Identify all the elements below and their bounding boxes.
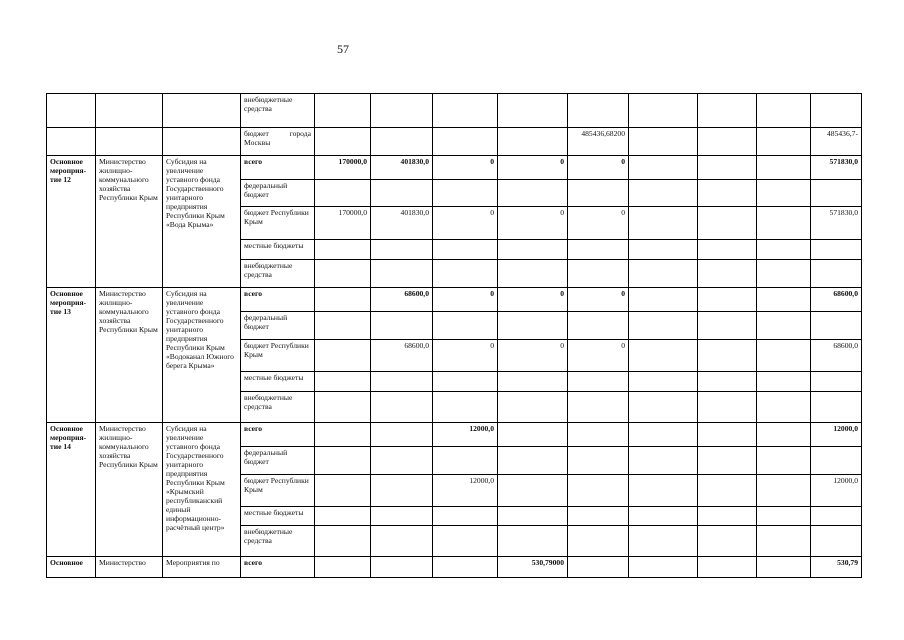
budget-table-body bbox=[47, 94, 862, 578]
value-cell bbox=[371, 240, 433, 260]
value-cell: 12000,0 bbox=[811, 423, 862, 447]
value-cell bbox=[568, 526, 629, 557]
page-number: 57 bbox=[337, 42, 349, 56]
value-cell bbox=[757, 312, 811, 340]
value-cell bbox=[629, 94, 698, 128]
value-cell bbox=[629, 240, 698, 260]
value-cell bbox=[757, 526, 811, 557]
event-executor: Министерство bbox=[96, 557, 163, 578]
value-cell bbox=[629, 447, 698, 475]
value-cell: 530,79 bbox=[811, 557, 862, 578]
value-cell bbox=[811, 240, 862, 260]
value-cell bbox=[811, 312, 862, 340]
value-cell bbox=[568, 392, 629, 423]
value-cell bbox=[433, 240, 498, 260]
value-cell bbox=[315, 288, 371, 312]
value-cell bbox=[629, 526, 698, 557]
value-cell bbox=[433, 392, 498, 423]
event-label: Основное мероприя-тие 13 bbox=[47, 288, 96, 423]
value-cell bbox=[433, 94, 498, 128]
value-cell bbox=[757, 260, 811, 288]
value-cell bbox=[315, 507, 371, 526]
source-cell: местные бюджеты bbox=[241, 507, 315, 526]
source-cell: федеральный бюджет bbox=[241, 447, 315, 475]
value-cell: 0 bbox=[498, 156, 568, 180]
source-cell: федеральный бюджет bbox=[241, 312, 315, 340]
source-cell: внебюджетные средства bbox=[241, 392, 315, 423]
value-cell bbox=[498, 526, 568, 557]
value-cell bbox=[315, 447, 371, 475]
value-cell bbox=[433, 180, 498, 207]
executor-cell bbox=[96, 128, 163, 156]
value-cell bbox=[371, 423, 433, 447]
value-cell bbox=[498, 372, 568, 392]
event-executor: Министерство жилищно-коммунального хозяйства Республики Крым bbox=[96, 156, 163, 288]
value-cell bbox=[568, 507, 629, 526]
value-cell bbox=[371, 94, 433, 128]
value-cell bbox=[629, 392, 698, 423]
value-cell: 0 bbox=[498, 340, 568, 372]
value-cell: 571830,0 bbox=[811, 156, 862, 180]
value-cell bbox=[757, 447, 811, 475]
value-cell bbox=[568, 475, 629, 507]
value-cell bbox=[433, 526, 498, 557]
value-cell: 401830,0 bbox=[371, 156, 433, 180]
event-label: Основное мероприя-тие 14 bbox=[47, 423, 96, 557]
value-cell: 0 bbox=[568, 340, 629, 372]
source-line bbox=[244, 129, 311, 138]
value-cell: 12000,0 bbox=[433, 475, 498, 507]
value-cell: 0 bbox=[433, 288, 498, 312]
value-cell bbox=[498, 447, 568, 475]
value-cell bbox=[433, 447, 498, 475]
value-cell bbox=[629, 260, 698, 288]
value-cell bbox=[315, 260, 371, 288]
value-cell bbox=[568, 447, 629, 475]
value-cell bbox=[629, 180, 698, 207]
value-cell bbox=[698, 447, 757, 475]
value-cell bbox=[315, 372, 371, 392]
value-cell bbox=[757, 128, 811, 156]
value-cell bbox=[698, 526, 757, 557]
value-cell: 170000,0 bbox=[315, 207, 371, 240]
value-cell bbox=[757, 392, 811, 423]
value-cell: 0 bbox=[433, 156, 498, 180]
value-cell: 12000,0 bbox=[811, 475, 862, 507]
value-cell bbox=[371, 557, 433, 578]
value-cell bbox=[371, 372, 433, 392]
value-cell bbox=[433, 372, 498, 392]
table-row bbox=[47, 128, 862, 156]
value-cell bbox=[315, 312, 371, 340]
value-cell: 68600,0 bbox=[371, 340, 433, 372]
value-cell bbox=[315, 475, 371, 507]
value-cell bbox=[698, 288, 757, 312]
value-cell bbox=[698, 392, 757, 423]
name-cell bbox=[163, 128, 241, 156]
source-line: Москвы bbox=[244, 138, 271, 147]
value-cell bbox=[757, 288, 811, 312]
value-cell bbox=[698, 156, 757, 180]
value-cell bbox=[629, 507, 698, 526]
source-cell: федеральный бюджет bbox=[241, 180, 315, 207]
value-cell bbox=[498, 423, 568, 447]
source-cell: местные бюджеты bbox=[241, 240, 315, 260]
value-cell: 170000,0 bbox=[315, 156, 371, 180]
value-cell bbox=[498, 94, 568, 128]
value-cell bbox=[498, 392, 568, 423]
event-label: Основное bbox=[47, 557, 96, 578]
value-cell bbox=[698, 507, 757, 526]
table-row bbox=[47, 94, 862, 128]
source-cell: бюджет Республики Крым bbox=[241, 475, 315, 507]
value-cell bbox=[371, 260, 433, 288]
value-cell: 0 bbox=[568, 207, 629, 240]
value-cell bbox=[811, 526, 862, 557]
source-cell bbox=[241, 128, 315, 156]
value-cell bbox=[629, 288, 698, 312]
value-cell bbox=[498, 128, 568, 156]
table-row bbox=[47, 557, 862, 578]
source-cell: всего bbox=[241, 288, 315, 312]
value-cell bbox=[371, 180, 433, 207]
event-name: Мероприятия по bbox=[163, 557, 241, 578]
value-cell bbox=[757, 423, 811, 447]
event-executor: Министерство жилищно-коммунального хозяйства Республики Крым bbox=[96, 423, 163, 557]
table-row bbox=[47, 156, 862, 180]
value-cell bbox=[315, 128, 371, 156]
value-cell bbox=[498, 240, 568, 260]
value-cell: 0 bbox=[498, 288, 568, 312]
value-cell bbox=[698, 312, 757, 340]
value-cell bbox=[433, 557, 498, 578]
value-cell bbox=[498, 312, 568, 340]
value-cell bbox=[698, 372, 757, 392]
source-cell: всего bbox=[241, 156, 315, 180]
value-cell bbox=[315, 423, 371, 447]
value-cell bbox=[568, 372, 629, 392]
source-cell: внебюджетные средства bbox=[241, 526, 315, 557]
event-name: Субсидия на увеличение уставного фонда Государственного унитарного предприятия Республики Крым «Водоканал Южного берега Крыма» bbox=[163, 288, 241, 423]
value-cell bbox=[568, 180, 629, 207]
event-name: Субсидия на увеличение уставного фонда Государственного унитарного предприятия Республики Крым «Вода Крыма» bbox=[163, 156, 241, 288]
value-cell: 0 bbox=[433, 340, 498, 372]
value-cell bbox=[698, 180, 757, 207]
value-cell bbox=[629, 557, 698, 578]
value-cell bbox=[757, 475, 811, 507]
value-cell bbox=[698, 423, 757, 447]
value-cell bbox=[371, 392, 433, 423]
event-executor: Министерство жилищно-коммунального хозяйства Республики Крым bbox=[96, 288, 163, 423]
value-cell bbox=[568, 94, 629, 128]
value-cell bbox=[629, 423, 698, 447]
source-cell: всего bbox=[241, 423, 315, 447]
value-cell bbox=[757, 507, 811, 526]
value-cell bbox=[629, 340, 698, 372]
value-cell bbox=[315, 340, 371, 372]
budget-table bbox=[46, 93, 862, 578]
value-cell bbox=[371, 447, 433, 475]
value-cell bbox=[315, 180, 371, 207]
value-cell bbox=[811, 392, 862, 423]
value-cell bbox=[629, 312, 698, 340]
table-row bbox=[47, 423, 862, 447]
value-cell bbox=[757, 207, 811, 240]
value-cell bbox=[498, 507, 568, 526]
value-cell bbox=[698, 475, 757, 507]
value-cell bbox=[811, 372, 862, 392]
value-cell: 401830,0 bbox=[371, 207, 433, 240]
value-cell bbox=[568, 557, 629, 578]
value-cell bbox=[757, 240, 811, 260]
value-cell bbox=[757, 340, 811, 372]
value-cell bbox=[698, 260, 757, 288]
value-cell bbox=[811, 180, 862, 207]
value-cell: 0 bbox=[568, 288, 629, 312]
value-cell bbox=[629, 207, 698, 240]
value-cell bbox=[811, 260, 862, 288]
value-cell bbox=[629, 156, 698, 180]
source-cell: местные бюджеты bbox=[241, 372, 315, 392]
value-cell bbox=[433, 128, 498, 156]
label-cell bbox=[47, 128, 96, 156]
value-cell: 530,79000 bbox=[498, 557, 568, 578]
value-cell bbox=[757, 156, 811, 180]
source-cell: внебюджетные средства bbox=[241, 260, 315, 288]
executor-cell bbox=[96, 94, 163, 128]
value-cell bbox=[698, 128, 757, 156]
value-cell bbox=[698, 340, 757, 372]
source-cell: внебюджетные средства bbox=[241, 94, 315, 128]
source-cell: бюджет Республики Крым bbox=[241, 340, 315, 372]
value-cell: 12000,0 bbox=[433, 423, 498, 447]
value-cell bbox=[698, 94, 757, 128]
value-cell bbox=[315, 526, 371, 557]
source-word: бюджет bbox=[244, 129, 269, 138]
value-cell bbox=[371, 475, 433, 507]
value-cell bbox=[811, 507, 862, 526]
value-cell bbox=[371, 312, 433, 340]
value-cell: 485436,7- bbox=[811, 128, 862, 156]
value-cell bbox=[757, 180, 811, 207]
value-cell: 68600,0 bbox=[811, 288, 862, 312]
value-cell bbox=[568, 240, 629, 260]
value-cell bbox=[433, 312, 498, 340]
value-cell bbox=[315, 392, 371, 423]
value-cell bbox=[757, 94, 811, 128]
value-cell bbox=[315, 94, 371, 128]
value-cell bbox=[371, 507, 433, 526]
source-word: города bbox=[289, 129, 311, 138]
label-cell bbox=[47, 94, 96, 128]
value-cell: 68600,0 bbox=[371, 288, 433, 312]
value-cell bbox=[568, 312, 629, 340]
value-cell bbox=[568, 260, 629, 288]
value-cell bbox=[629, 372, 698, 392]
source-cell: бюджет Республики Крым bbox=[241, 207, 315, 240]
value-cell: 571830,0 bbox=[811, 207, 862, 240]
value-cell bbox=[698, 240, 757, 260]
value-cell: 68600,0 bbox=[811, 340, 862, 372]
value-cell: 0 bbox=[498, 207, 568, 240]
value-cell bbox=[811, 447, 862, 475]
value-cell bbox=[315, 557, 371, 578]
value-cell bbox=[757, 372, 811, 392]
value-cell bbox=[698, 557, 757, 578]
value-cell bbox=[757, 557, 811, 578]
value-cell bbox=[433, 260, 498, 288]
value-cell bbox=[498, 180, 568, 207]
value-cell: 0 bbox=[568, 156, 629, 180]
value-cell bbox=[568, 423, 629, 447]
value-cell bbox=[629, 475, 698, 507]
value-cell bbox=[371, 526, 433, 557]
value-cell bbox=[629, 128, 698, 156]
event-name: Субсидия на увеличение уставного фонда Государственного унитарного предприятия Республики Крым «Крымский республиканский единый информационно-расчётный центр» bbox=[163, 423, 241, 557]
value-cell bbox=[433, 507, 498, 526]
value-cell bbox=[315, 240, 371, 260]
value-cell bbox=[498, 475, 568, 507]
value-cell: 0 bbox=[433, 207, 498, 240]
value-cell bbox=[371, 128, 433, 156]
source-cell: всего bbox=[241, 557, 315, 578]
value-cell bbox=[498, 260, 568, 288]
table-row bbox=[47, 288, 862, 312]
name-cell bbox=[163, 94, 241, 128]
event-label: Основное мероприя-тие 12 bbox=[47, 156, 96, 288]
value-cell: 485436,68200 bbox=[568, 128, 629, 156]
value-cell bbox=[698, 207, 757, 240]
value-cell bbox=[811, 94, 862, 128]
